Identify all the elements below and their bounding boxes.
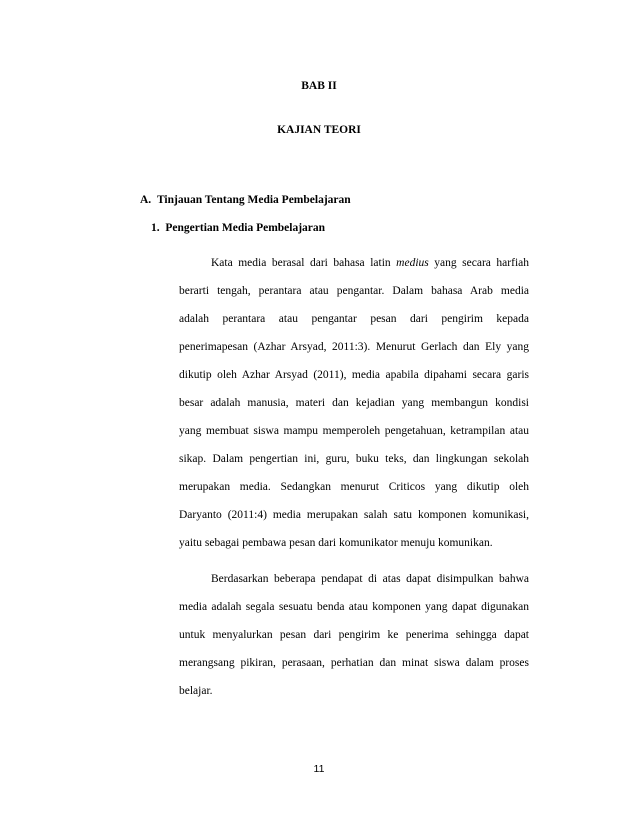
subsection-label: 1. <box>151 222 160 234</box>
section-title: Tinjauan Tentang Media Pembelajaran <box>156 194 351 206</box>
latin-term: medius <box>396 257 429 269</box>
paragraph-2-line-2: media adalah segala sesuatu benda atau komponen yang dapat digunakan <box>179 601 529 613</box>
section-label: A. <box>140 194 152 206</box>
subsection-heading <box>151 222 325 234</box>
paragraph-1-line-2: berarti tengah, perantara atau pengantar. Dalam bahasa Arab media <box>179 285 529 297</box>
paragraph-2-line-1: Berdasarkan beberapa pendapat di atas dapat disimpulkan bahwa <box>211 573 529 585</box>
section-heading <box>140 194 351 206</box>
subsection-title: Pengertian Media Pembelajaran <box>165 222 326 234</box>
paragraph-1-line-8: sikap. Dalam pengertian ini, guru, buku teks, dan lingkungan sekolah <box>179 453 529 465</box>
paragraph-1-line-5: dikutip oleh Azhar Arsyad (2011), media apabila dipahami secara garis <box>179 369 529 381</box>
paragraph-1-line-3: adalah perantara atau pengantar pesan dari pengirim kepada <box>179 313 529 325</box>
paragraph-1-line-6: besar adalah manusia, materi dan kejadian yang membangun kondisi <box>179 397 529 409</box>
chapter-title: KAJIAN TEORI <box>277 124 361 136</box>
paragraph-1-line-7: yang membuat siswa mampu memperoleh pengetahuan, ketrampilan atau <box>179 425 529 437</box>
paragraph-1-line-11: yaitu sebagai pembawa pesan dari komunikator menuju komunikan. <box>179 537 493 549</box>
paragraph-1-line-10: Daryanto (2011:4) media merupakan salah satu komponen komunikasi, <box>179 509 529 521</box>
page-number: 11 <box>313 763 325 775</box>
paragraph-1-line-9: merupakan media. Sedangkan menurut Criticos yang dikutip oleh <box>179 481 529 493</box>
chapter-heading: BAB II <box>301 80 337 92</box>
paragraph-2-line-5: belajar. <box>179 685 213 697</box>
paragraph-1-line-4: penerimapesan (Azhar Arsyad, 2011:3). Menurut Gerlach dan Ely yang <box>179 341 529 353</box>
paragraph-2-line-4: merangsang pikiran, perasaan, perhatian dan minat siswa dalam proses <box>179 657 529 669</box>
paragraph-2-line-3: untuk menyalurkan pesan dari pengirim ke penerima sehingga dapat <box>179 629 529 641</box>
paragraph-1-line-1: Kata media berasal dari bahasa latin medius yang secara harfiah <box>211 257 529 269</box>
